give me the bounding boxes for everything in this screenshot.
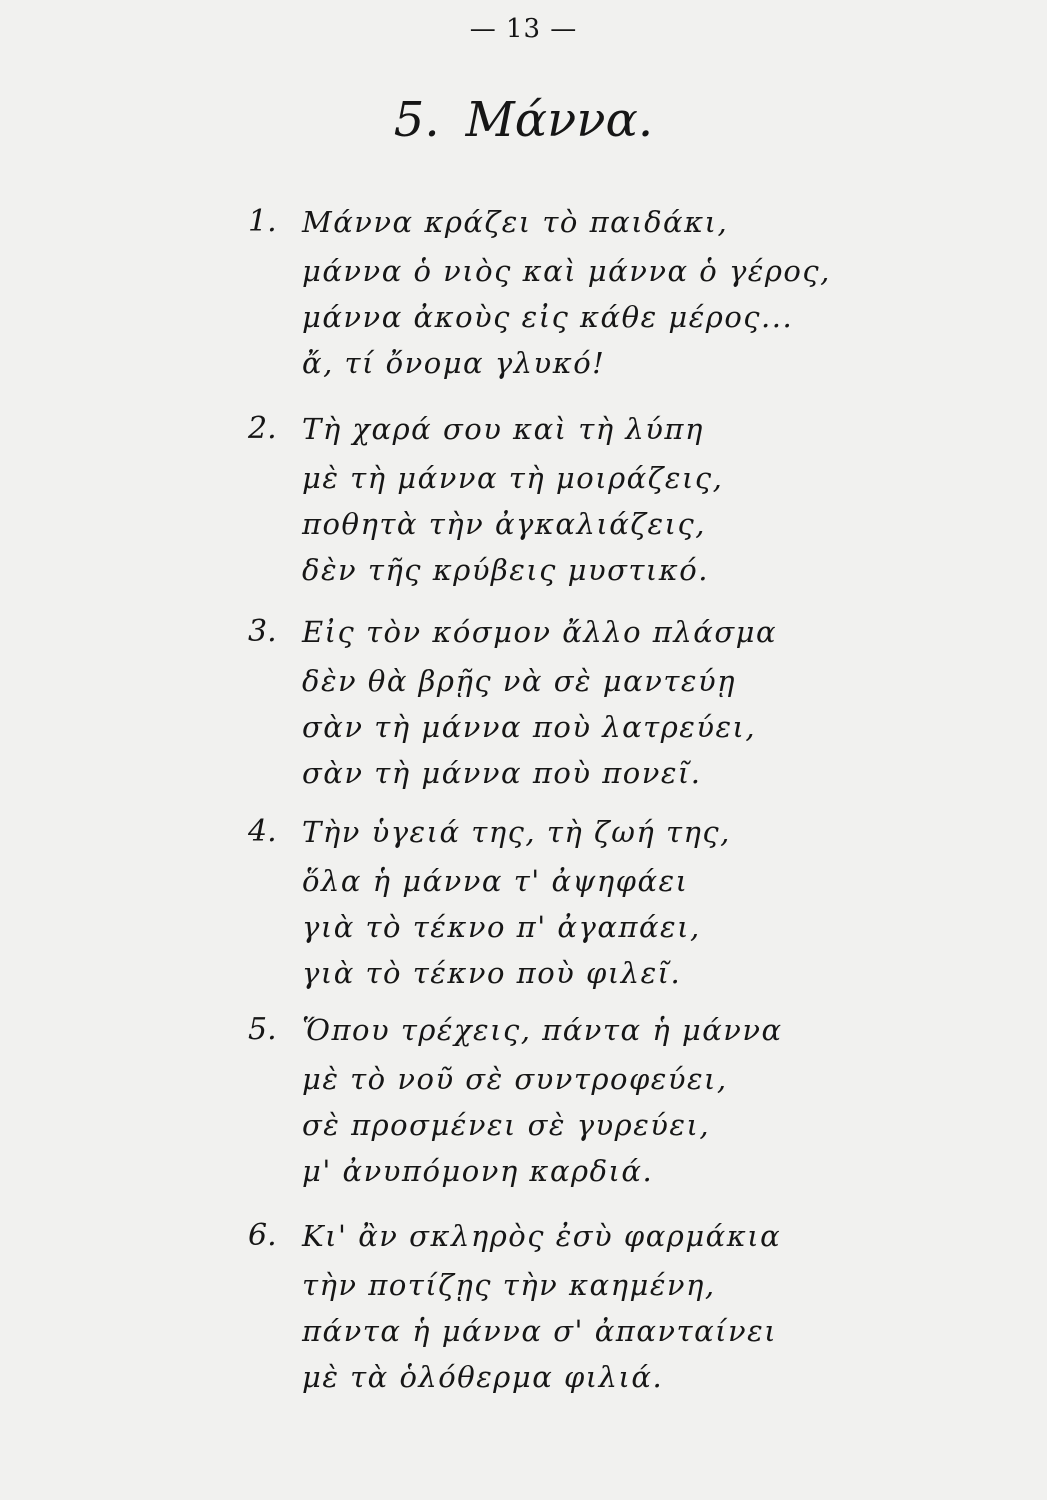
- verse-line: Μάννα κράζει τὸ παιδάκι,: [302, 205, 729, 239]
- stanza-number: 2.: [248, 411, 277, 446]
- stanza-1: [248, 196, 848, 386]
- verse-line: γιὰ τὸ τέκνο π' ἀγαπάει,: [302, 910, 701, 944]
- poem-title-text: Μάννα.: [465, 92, 654, 148]
- verse-line: πάντα ἡ μάννα σ' ἀπανταίνει: [302, 1314, 778, 1348]
- verse-line: μὲ τὰ ὁλόθερμα φιλιά.: [302, 1360, 664, 1394]
- verse-line: μὲ τὴ μάννα τὴ μοιράζεις,: [302, 461, 724, 495]
- verse-line: σὰν τὴ μάννα ποὺ λατρεύει,: [302, 710, 757, 744]
- verse-line: Κι' ἂν σκληρὸς ἐσὺ φαρμάκια: [302, 1219, 782, 1253]
- poem-number: 5.: [393, 92, 440, 148]
- verse-line: σὰν τὴ μάννα ποὺ πονεῖ.: [302, 756, 702, 790]
- stanza-number: 3.: [248, 614, 277, 649]
- verse-line: Εἰς τὸν κόσμον ἄλλο πλάσμα: [302, 615, 778, 649]
- stanza-2: [248, 403, 848, 593]
- verse-line: ὅλα ἡ μάννα τ' ἀψηφάει: [302, 864, 689, 898]
- verse-line: μ' ἀνυπόμονη καρδιά.: [302, 1154, 654, 1188]
- stanza-number: 1.: [248, 204, 277, 239]
- stanza-4: [248, 806, 848, 996]
- verse-line: σὲ προσμένει σὲ γυρεύει,: [302, 1108, 711, 1142]
- verse-line: τὴν ποτίζῃς τὴν καημένη,: [302, 1268, 716, 1302]
- verse-line: ἄ, τί ὄνομα γλυκό!: [302, 346, 606, 380]
- verse-line: Ὅπου τρέχεις, πάντα ἡ μάννα: [302, 1013, 783, 1047]
- stanza-number: 6.: [248, 1218, 277, 1253]
- verse-line: ποθητὰ τὴν ἀγκαλιάζεις,: [302, 507, 706, 541]
- stanza-number: 5.: [248, 1012, 277, 1047]
- verse-line: δὲν τῆς κρύβεις μυστικό.: [302, 553, 709, 587]
- stanza-5: [248, 1004, 848, 1194]
- verse-line: δὲν θὰ βρῇς νὰ σὲ μαντεύῃ: [302, 664, 736, 698]
- verse-line: μάννα ὁ νιὸς καὶ μάννα ὁ γέρος,: [302, 254, 831, 288]
- verse-line: μὲ τὸ νοῦ σὲ συντροφεύει,: [302, 1062, 728, 1096]
- stanza-number: 4.: [248, 814, 277, 849]
- stanza-3: [248, 606, 848, 796]
- verse-line: γιὰ τὸ τέκνο ποὺ φιλεῖ.: [302, 956, 682, 990]
- verse-line: Τὴν ὑγειά της, τὴ ζωή της,: [302, 815, 731, 849]
- page-number: — 13 —: [469, 14, 578, 44]
- verse-line: μάννα ἀκοὺς εἰς κάθε μέρος...: [302, 300, 794, 334]
- verse-line: Τὴ χαρά σου καὶ τὴ λύπη: [302, 412, 704, 446]
- poem-title: [0, 92, 1047, 148]
- stanza-6: [248, 1210, 848, 1400]
